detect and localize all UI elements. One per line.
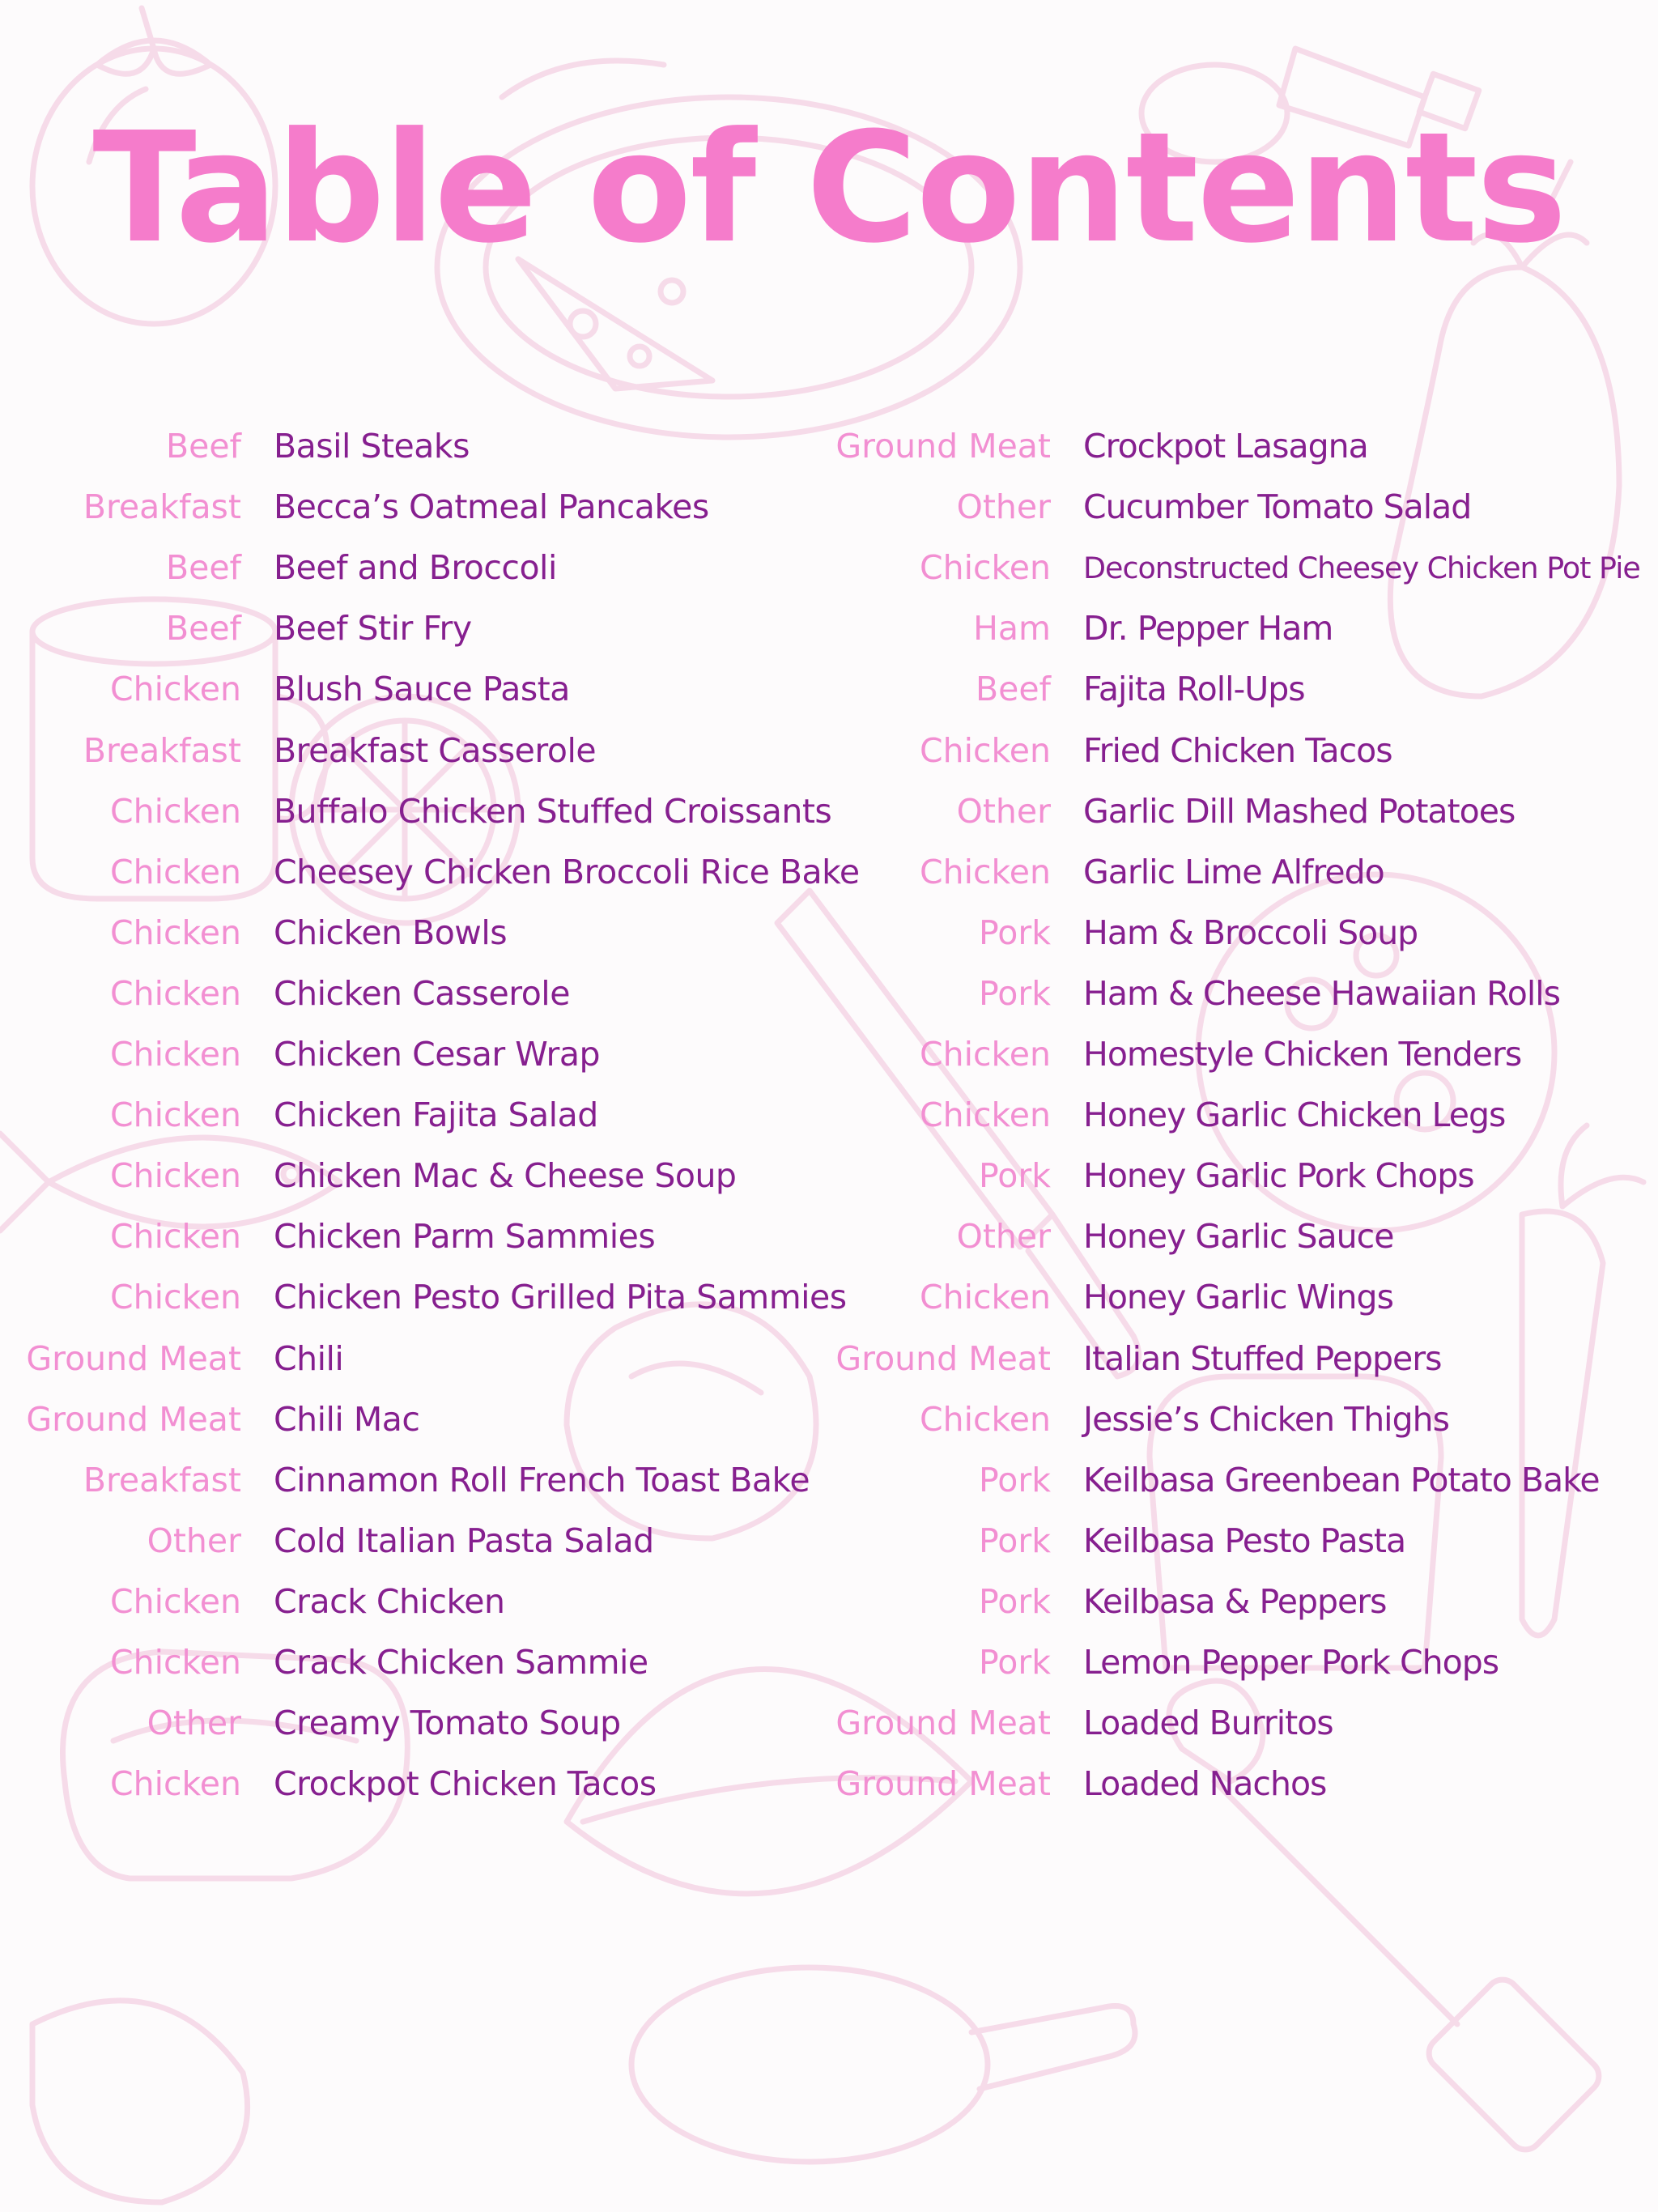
toc-category-label: Beef [165,427,241,466]
toc-category-label: Pork [979,913,1051,952]
toc-category-label: Chicken [109,1035,241,1074]
carrot-doodle-icon [1522,1125,1643,1636]
toc-recipe-title[interactable]: Breakfast Casserole [274,731,597,770]
toc-category-label: Chicken [109,853,241,891]
toc-recipe-title[interactable]: Italian Stuffed Peppers [1083,1339,1442,1378]
toc-category-label: Pork [979,1156,1051,1195]
toc-recipe-title[interactable]: Crack Chicken [274,1582,505,1621]
toc-category-label: Chicken [109,1643,241,1682]
pepper-doodle-icon [32,2001,248,2202]
toc-category-label: Pork [979,974,1051,1013]
toc-category-label: Ground Meat [835,1764,1051,1803]
toc-category-label: Chicken [919,548,1051,587]
toc-category-label: Breakfast [83,487,241,526]
toc-recipe-title[interactable]: Chicken Bowls [274,913,508,952]
toc-category-label: Other [147,1704,241,1742]
toc-category-label: Beef [165,609,241,648]
toc-recipe-title[interactable]: Blush Sauce Pasta [274,670,570,708]
toc-recipe-title[interactable]: Cucumber Tomato Salad [1083,487,1472,526]
toc-recipe-title[interactable]: Crockpot Chicken Tacos [274,1764,657,1803]
toc-category-label: Chicken [109,1764,241,1803]
toc-recipe-title[interactable]: Honey Garlic Sauce [1083,1217,1394,1256]
page-title: Table of Contents [92,100,1566,277]
toc-category-label: Chicken [919,1095,1051,1134]
toc-category-label: Pork [979,1461,1051,1499]
toc-recipe-title[interactable]: Keilbasa & Peppers [1083,1582,1387,1621]
toc-recipe-title[interactable]: Chicken Fajita Salad [274,1095,598,1134]
toc-recipe-title[interactable]: Crockpot Lasagna [1083,427,1368,466]
toc-recipe-title[interactable]: Chicken Mac & Cheese Soup [274,1156,737,1195]
toc-recipe-title[interactable]: Keilbasa Greenbean Potato Bake [1083,1461,1600,1499]
toc-recipe-title[interactable]: Jessie’s Chicken Thighs [1083,1400,1449,1439]
toc-category-label: Chicken [919,1035,1051,1074]
toc-category-label: Breakfast [83,1461,241,1499]
toc-category-label: Ground Meat [835,1339,1051,1378]
toc-category-label: Other [956,792,1051,831]
toc-recipe-title[interactable]: Chicken Parm Sammies [274,1217,656,1256]
toc-recipe-title[interactable]: Beef Stir Fry [274,609,472,648]
toc-category-label: Chicken [919,853,1051,891]
toc-recipe-title[interactable]: Chicken Pesto Grilled Pita Sammies [274,1278,847,1317]
toc-category-label: Chicken [109,974,241,1013]
toc-category-label: Chicken [919,1400,1051,1439]
toc-recipe-title[interactable]: Becca’s Oatmeal Pancakes [274,487,709,526]
toc-recipe-title[interactable]: Chili Mac [274,1400,420,1439]
toc-recipe-title[interactable]: Loaded Burritos [1083,1704,1333,1742]
toc-recipe-title[interactable]: Chili [274,1339,344,1378]
toc-recipe-title[interactable]: Deconstructed Cheesey Chicken Pot Pie [1083,551,1640,585]
toc-category-label: Other [956,1217,1051,1256]
toc-category-label: Chicken [919,1278,1051,1317]
toc-category-label: Chicken [919,731,1051,770]
toc-recipe-title[interactable]: Garlic Dill Mashed Potatoes [1083,792,1516,831]
toc-recipe-title[interactable]: Chicken Casserole [274,974,570,1013]
toc-category-label: Chicken [109,1582,241,1621]
toc-recipe-title[interactable]: Keilbasa Pesto Pasta [1083,1521,1406,1560]
toc-category-label: Other [147,1521,241,1560]
toc-category-label: Chicken [109,1156,241,1195]
toc-category-label: Ground Meat [835,1704,1051,1742]
toc-recipe-title[interactable]: Creamy Tomato Soup [274,1704,621,1742]
toc-recipe-title[interactable]: Basil Steaks [274,427,470,466]
toc-recipe-title[interactable]: Fried Chicken Tacos [1083,731,1392,770]
toc-category-label: Chicken [109,792,241,831]
toc-recipe-title[interactable]: Dr. Pepper Ham [1083,609,1333,648]
toc-recipe-title[interactable]: Honey Garlic Pork Chops [1083,1156,1474,1195]
toc-recipe-title[interactable]: Honey Garlic Chicken Legs [1083,1095,1506,1134]
toc-recipe-title[interactable]: Ham & Cheese Hawaiian Rolls [1083,974,1561,1013]
toc-category-label: Ground Meat [26,1400,241,1439]
toc-recipe-title[interactable]: Garlic Lime Alfredo [1083,853,1384,891]
toc-category-label: Beef [975,670,1051,708]
toc-category-label: Chicken [109,1278,241,1317]
drumstick-doodle-icon [631,1967,1135,2162]
toc-recipe-title[interactable]: Ham & Broccoli Soup [1083,913,1418,952]
toc-recipe-title[interactable]: Honey Garlic Wings [1083,1278,1393,1317]
toc-category-label: Pork [979,1643,1051,1682]
toc-category-label: Pork [979,1521,1051,1560]
toc-recipe-title[interactable]: Crack Chicken Sammie [274,1643,648,1682]
toc-category-label: Ham [973,609,1051,648]
toc-recipe-title[interactable]: Lemon Pepper Pork Chops [1083,1643,1499,1682]
toc-category-label: Beef [165,548,241,587]
toc-recipe-title[interactable]: Cheesey Chicken Broccoli Rice Bake [274,853,860,891]
toc-recipe-title[interactable]: Loaded Nachos [1083,1764,1327,1803]
toc-category-label: Ground Meat [835,427,1051,466]
toc-recipe-title[interactable]: Fajita Roll-Ups [1083,670,1305,708]
toc-recipe-title[interactable]: Homestyle Chicken Tenders [1083,1035,1522,1074]
toc-recipe-title[interactable]: Beef and Broccoli [274,548,557,587]
toc-category-label: Breakfast [83,731,241,770]
toc-recipe-title[interactable]: Cinnamon Roll French Toast Bake [274,1461,810,1499]
toc-recipe-title[interactable]: Chicken Cesar Wrap [274,1035,601,1074]
toc-category-label: Other [956,487,1051,526]
toc-category-label: Chicken [109,670,241,708]
toc-recipe-title[interactable]: Cold Italian Pasta Salad [274,1521,654,1560]
toc-recipe-title[interactable]: Buffalo Chicken Stuffed Croissants [274,792,832,831]
toc-category-label: Chicken [109,913,241,952]
toc-category-label: Chicken [109,1095,241,1134]
toc-category-label: Pork [979,1582,1051,1621]
toc-category-label: Ground Meat [26,1339,241,1378]
toc-category-label: Chicken [109,1217,241,1256]
